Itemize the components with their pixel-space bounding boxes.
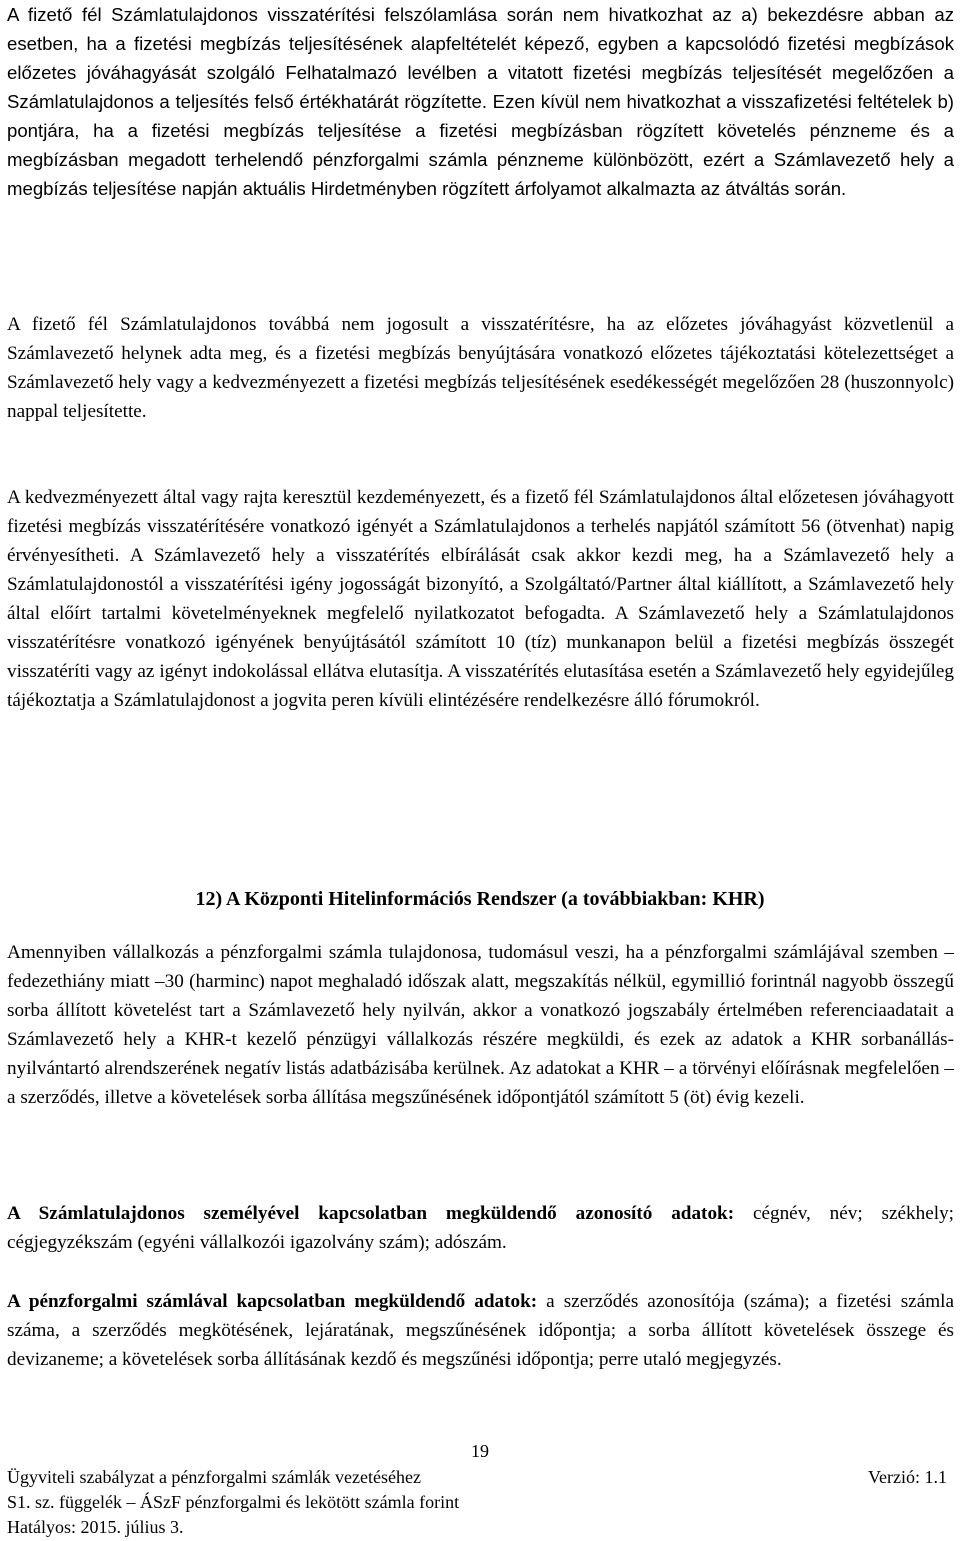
footer-version: Verzió: 1.1 — [868, 1467, 947, 1487]
page-number: 19 — [471, 1441, 489, 1461]
khr-paragraph: Amennyiben vállalkozás a pénzforgalmi számla tulajdonosa, tudomásul veszi, ha a pénzforgalmi számlájával szemben – fedezethiány miatt –30 (harminc) napot meghaladó időszak alatt, megszakítás nélkül, egymillió forintnál nagyobb összegű sorba állított követelést tart a Számlavezető hely nyilván, akkor a vonatkozó jogszabály értelmében referenciaadatait a Számlavezető hely a KHR-t kezelő pénzügyi vállalkozás részére megküldi, és ezek az adatok a KHR sorbanállás-nyilvántartó alrendszerének negatív listás adatbázisába kerülnek. Az adatokat a KHR – a törvényi előírásnak megfelelően – a szerződés, illetve a követelések sorba állítása megszűnésének időpontjától számított 5 (öt) évig kezeli. — [7, 942, 954, 1108]
refund-exclusion-paragraph: A fizető fél Számlatulajdonos továbbá nem jogosult a visszatérítésre, ha az előzetes jóváhagyást közvetlenül a Számlavezető helynek adta meg, és a fizetési megbízás benyújtására vonatkozó előzetes tájékoztatási kötelezettséget a Számlavezető hely vagy a kedvezményezett a fizetési megbízás teljesítésének esedékességét megelőzően 28 (huszonnyolc) nappal teljesítette. — [7, 314, 954, 422]
refund-objection-paragraph — [7, 0, 954, 203]
personal-data-text: cégnév, név; székhely; cégjegyzékszám (egyéni vállalkozói igazolvány szám); adószám. — [7, 1203, 955, 1253]
refund-objection-lead: A fizető fél Számlatulajdonos visszatérítési felszólamlása során nem hivatkozhat az a) bekezdésre abban az esetben, ha a fizetési megbízás teljesítésének alapfeltételét képező, egyben a kapcsolódó fizetési megbízások előzetes jóváhagyását szolgáló Felhatalmazó levélben a vitatott fizetési megbízás teljesítését megelőzően a Számlatulajdonos a teljesítés felső értékhatárát rögzítette. — [7, 4, 954, 112]
personal-data-label: A Számlatulajdonos személyével kapcsolatban megküldendő azonosító adatok: — [7, 1203, 735, 1224]
personal-data-paragraph — [7, 1199, 954, 1257]
footer-effective-date: Hatályos: 2015. július 3. — [7, 1517, 184, 1537]
footer-appendix: S1. sz. függelék – ÁSzF pénzforgalmi és lekötött számla forint — [7, 1492, 460, 1512]
refund-claim-paragraph: A kedvezményezett által vagy rajta keresztül kezdeményezett, és a fizető fél Számlatulajdonos által előzetesen jóváhagyott fizetési megbízás visszatérítésére vonatkozó igényét a Számlatulajdonos a terhelés napjától számított 56 (ötvenhat) napig érvényesítheti. A Számlavezető hely a visszatérítés elbírálását csak akkor kezdi meg, ha a Számlavezető hely a Számlatulajdonostól a visszatérítési igény jogosságát bizonyító, a Szolgáltató/Partner által kiállított, a Számlavezető hely által előírt tartalmi követelményeknek megfelelő nyilatkozatot befogadta. A Számlavezető hely a Számlatulajdonos visszatérítésre vonatkozó igényének benyújtásától számított 10 (tíz) munkanapon belül a fizetési megbízás összegét visszatéríti vagy az igényt indokolással ellátva elutasítja. A visszatérítés elutasítása esetén a Számlavezető hely egyidejűleg tájékoztatja a Számlatulajdonost a jogvita peren kívüli elintézésére rendelkezésre álló fórumokról. — [7, 487, 954, 711]
footer-line-1 — [7, 1464, 954, 1490]
account-data-text: a szerződés azonosítója (száma); a fizetési számla száma, a szerződés megkötésének, lejáratának, megszűnésének időpontja; a sorba állított követelések összege és devizaneme; a követelések sorba állításának kezdő és megszűnési időpontja; perre utaló megjegyzés. — [7, 1291, 954, 1370]
account-data-label: A pénzforgalmi számlával kapcsolatban megküldendő adatok: — [7, 1291, 538, 1312]
footer-document-title: Ügyviteli szabályzat a pénzforgalmi számlák vezetéséhez — [7, 1467, 421, 1487]
khr-section-heading: 12) A Központi Hitelinformációs Rendszer (a továbbiakban: KHR) — [195, 888, 765, 910]
refund-objection-rest: Ezen kívül nem hivatkozhat a visszafizetési feltételek b) pontjára, ha a fizetési megbízás teljesítése a fizetési megbízásban rögzített követelés pénzneme és a megbízásban megadott terhelendő pénzforgalmi számla pénzneme különbözött, ezért a Számlavezető hely a megbízás teljesítése napján aktuális Hirdetményben rögzített árfolyamot alkalmazta az átváltás során. — [7, 91, 954, 199]
account-data-paragraph — [7, 1287, 954, 1374]
